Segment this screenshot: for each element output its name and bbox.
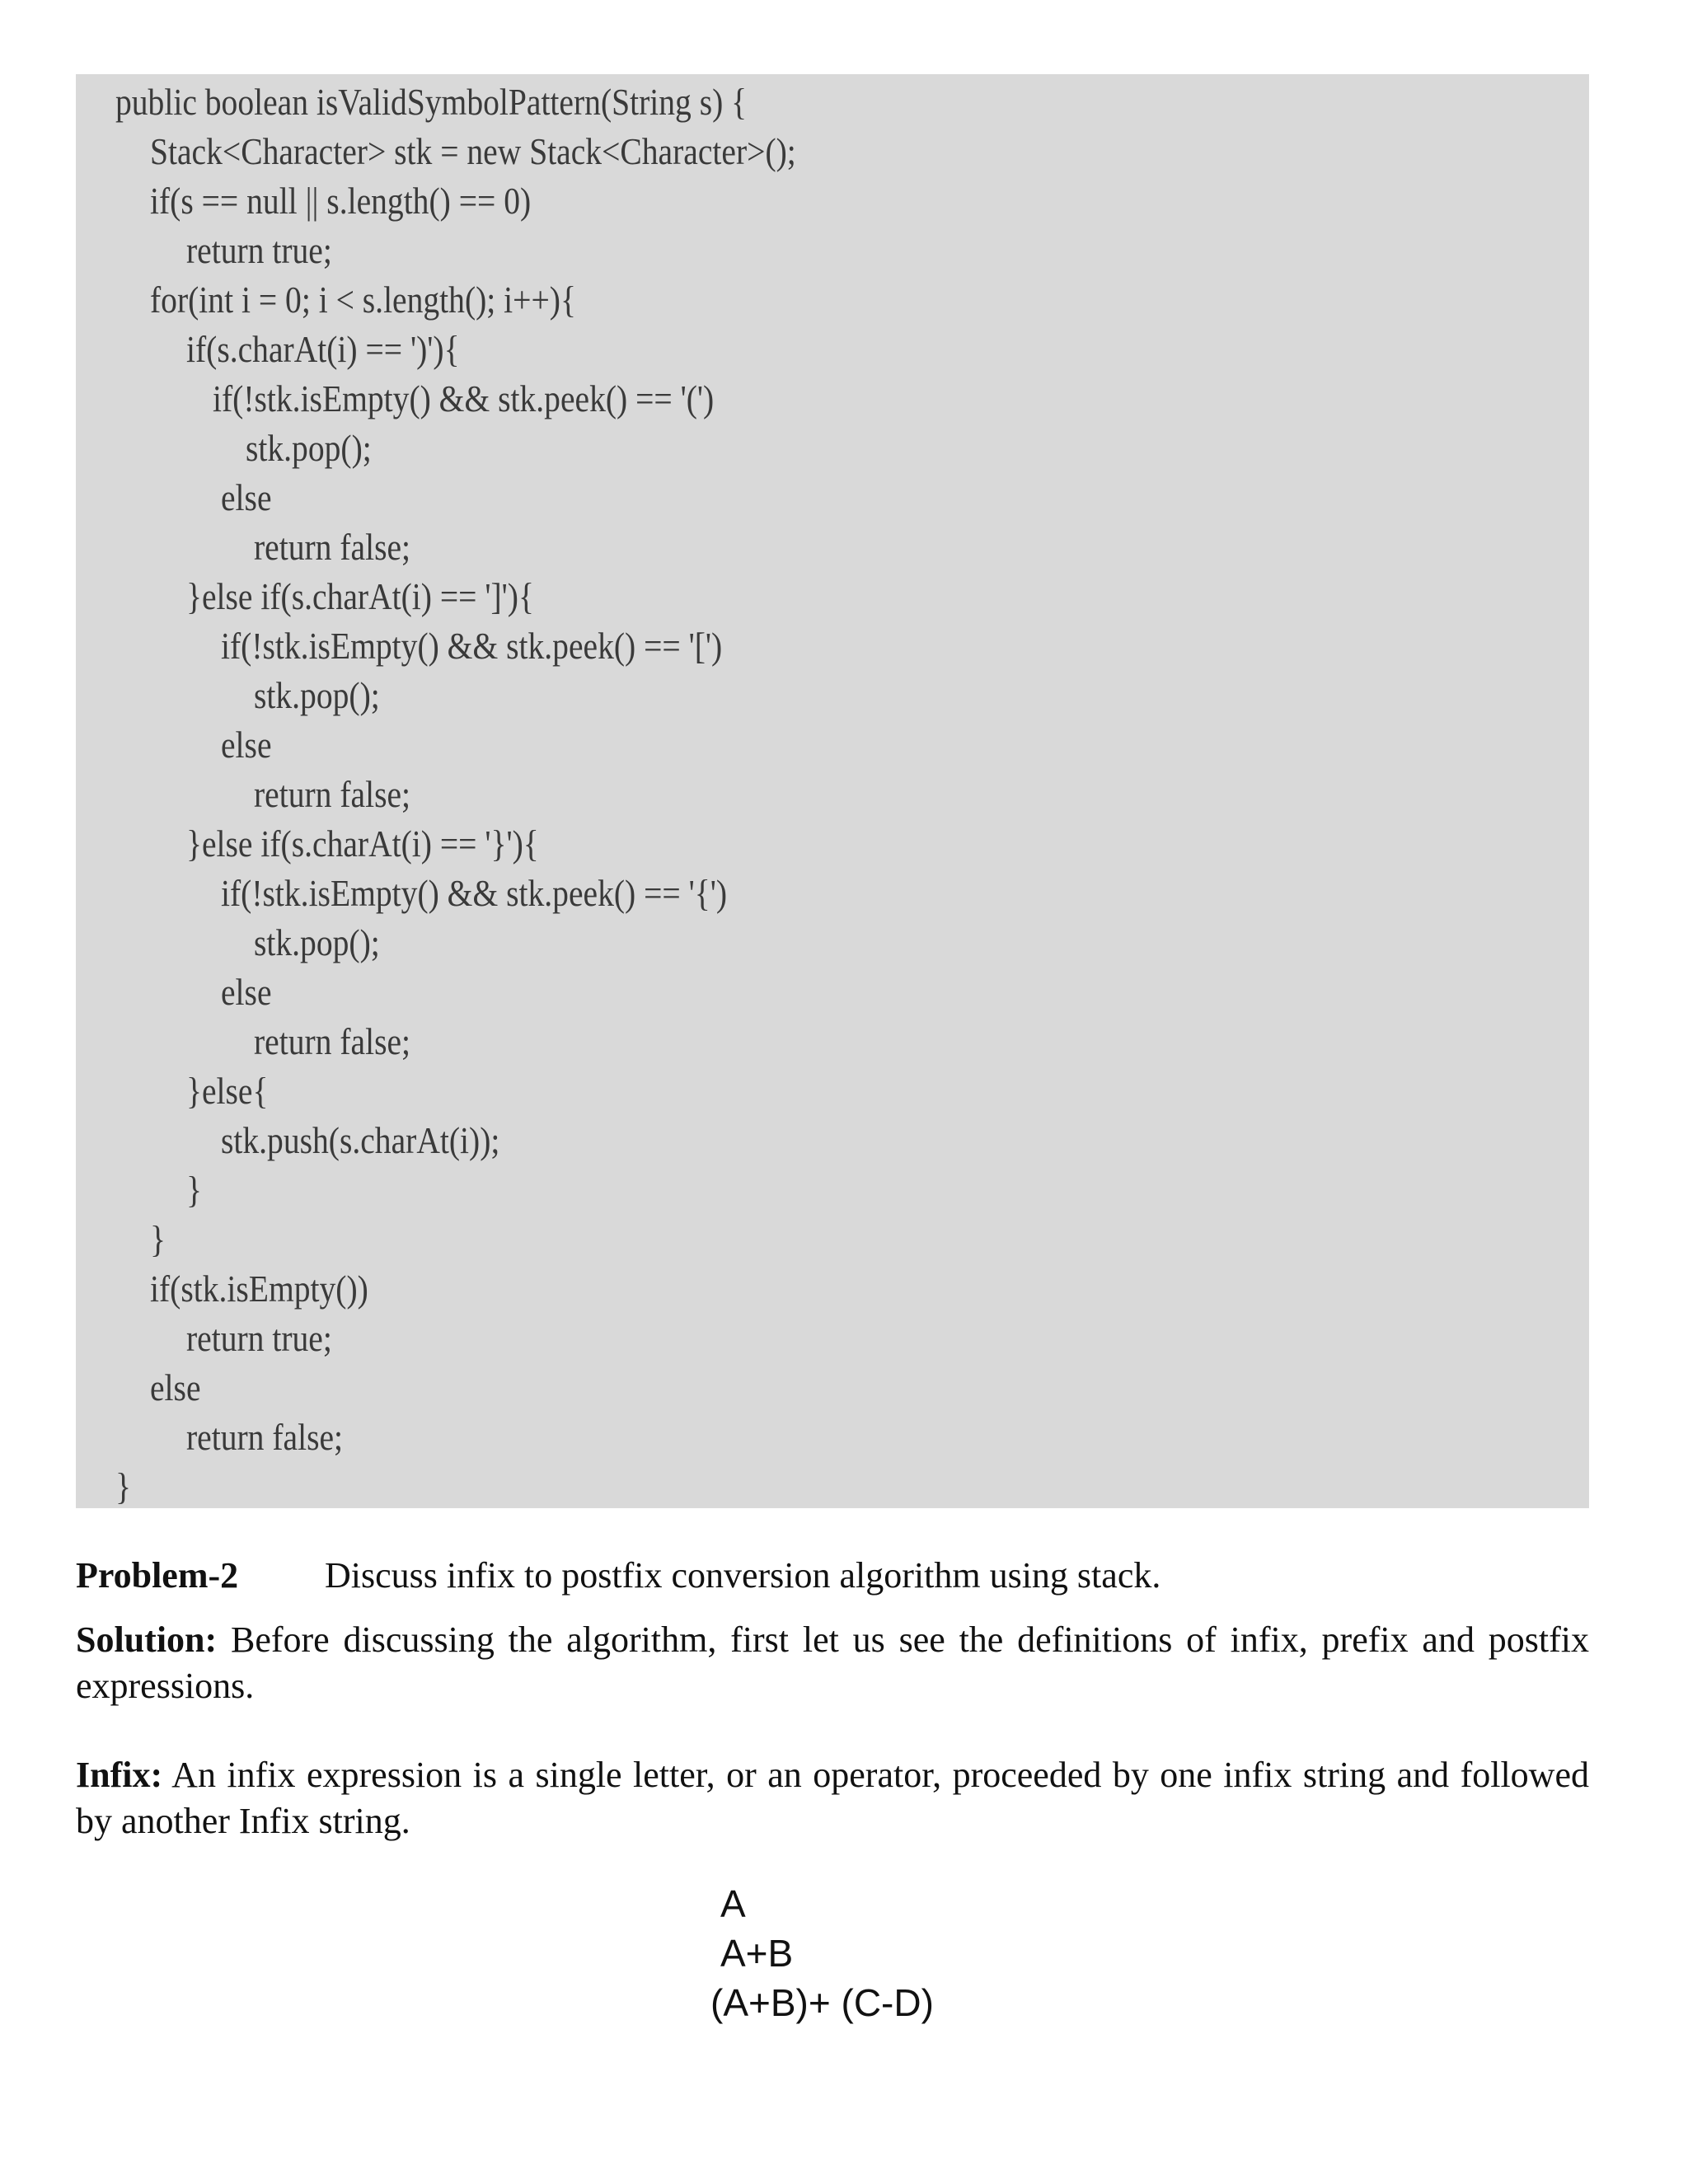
code-line: }else if(s.charAt(i) == '}'){	[186, 823, 539, 865]
code-line: public boolean isValidSymbolPattern(String s) {	[115, 81, 748, 123]
code-line: else	[221, 724, 272, 766]
problem-label: Problem-2	[76, 1555, 239, 1596]
code-line: if(!stk.isEmpty() && stk.peek() == '(')	[213, 377, 715, 419]
code-line: if(!stk.isEmpty() && stk.peek() == '[')	[221, 625, 723, 667]
example-expression: (A+B)+ (C-D)	[710, 1981, 934, 2024]
code-block	[76, 74, 1589, 1508]
code-line: else	[150, 1366, 201, 1408]
code-line: }	[186, 1169, 203, 1211]
code-line: return false;	[254, 1020, 411, 1062]
code-line: if(!stk.isEmpty() && stk.peek() == '{')	[221, 872, 728, 914]
code-line: return true;	[186, 229, 332, 271]
code-line: return false;	[186, 1416, 344, 1458]
code-line: }	[115, 1465, 132, 1507]
code-line: for(int i = 0; i < s.length(); i++){	[150, 279, 576, 321]
code-line: }else if(s.charAt(i) == ']'){	[186, 575, 534, 617]
code-line: }	[150, 1218, 166, 1260]
code-line: if(stk.isEmpty())	[150, 1268, 368, 1310]
code-line: return true;	[186, 1317, 332, 1359]
code-line: stk.pop();	[246, 427, 372, 469]
example-expression: A	[720, 1882, 746, 1925]
code-line: stk.pop();	[254, 921, 380, 963]
infix-paragraph	[76, 1752, 1589, 1844]
code-line: stk.push(s.charAt(i));	[221, 1119, 500, 1161]
code-line: Stack<Character> stk = new Stack<Character>();	[150, 130, 796, 172]
code-line: stk.pop();	[254, 674, 380, 716]
problem-text: Discuss infix to postfix conversion algorithm using stack.	[325, 1555, 1161, 1596]
problem-heading	[76, 1549, 1589, 1602]
infix-label: Infix:	[76, 1755, 163, 1795]
code-line: else	[221, 971, 272, 1013]
code-line: if(s.charAt(i) == ')'){	[186, 328, 460, 370]
code-line: else	[221, 476, 272, 518]
example-expression: A+B	[720, 1932, 794, 1975]
infix-text: An infix expression is a single letter, or an operator, proceeded by one infix string and followed by another Infix string.	[76, 1755, 1589, 1841]
solution-paragraph	[76, 1617, 1589, 1709]
code-line: return false;	[254, 526, 411, 568]
code-line: }else{	[186, 1070, 269, 1112]
solution-text: Before discussing the algorithm, first let us see the definitions of infix, prefix and postfix expressions.	[76, 1619, 1589, 1706]
solution-label: Solution:	[76, 1619, 218, 1660]
code-line: if(s == null || s.length() == 0)	[150, 180, 532, 222]
code-line: return false;	[254, 773, 411, 815]
